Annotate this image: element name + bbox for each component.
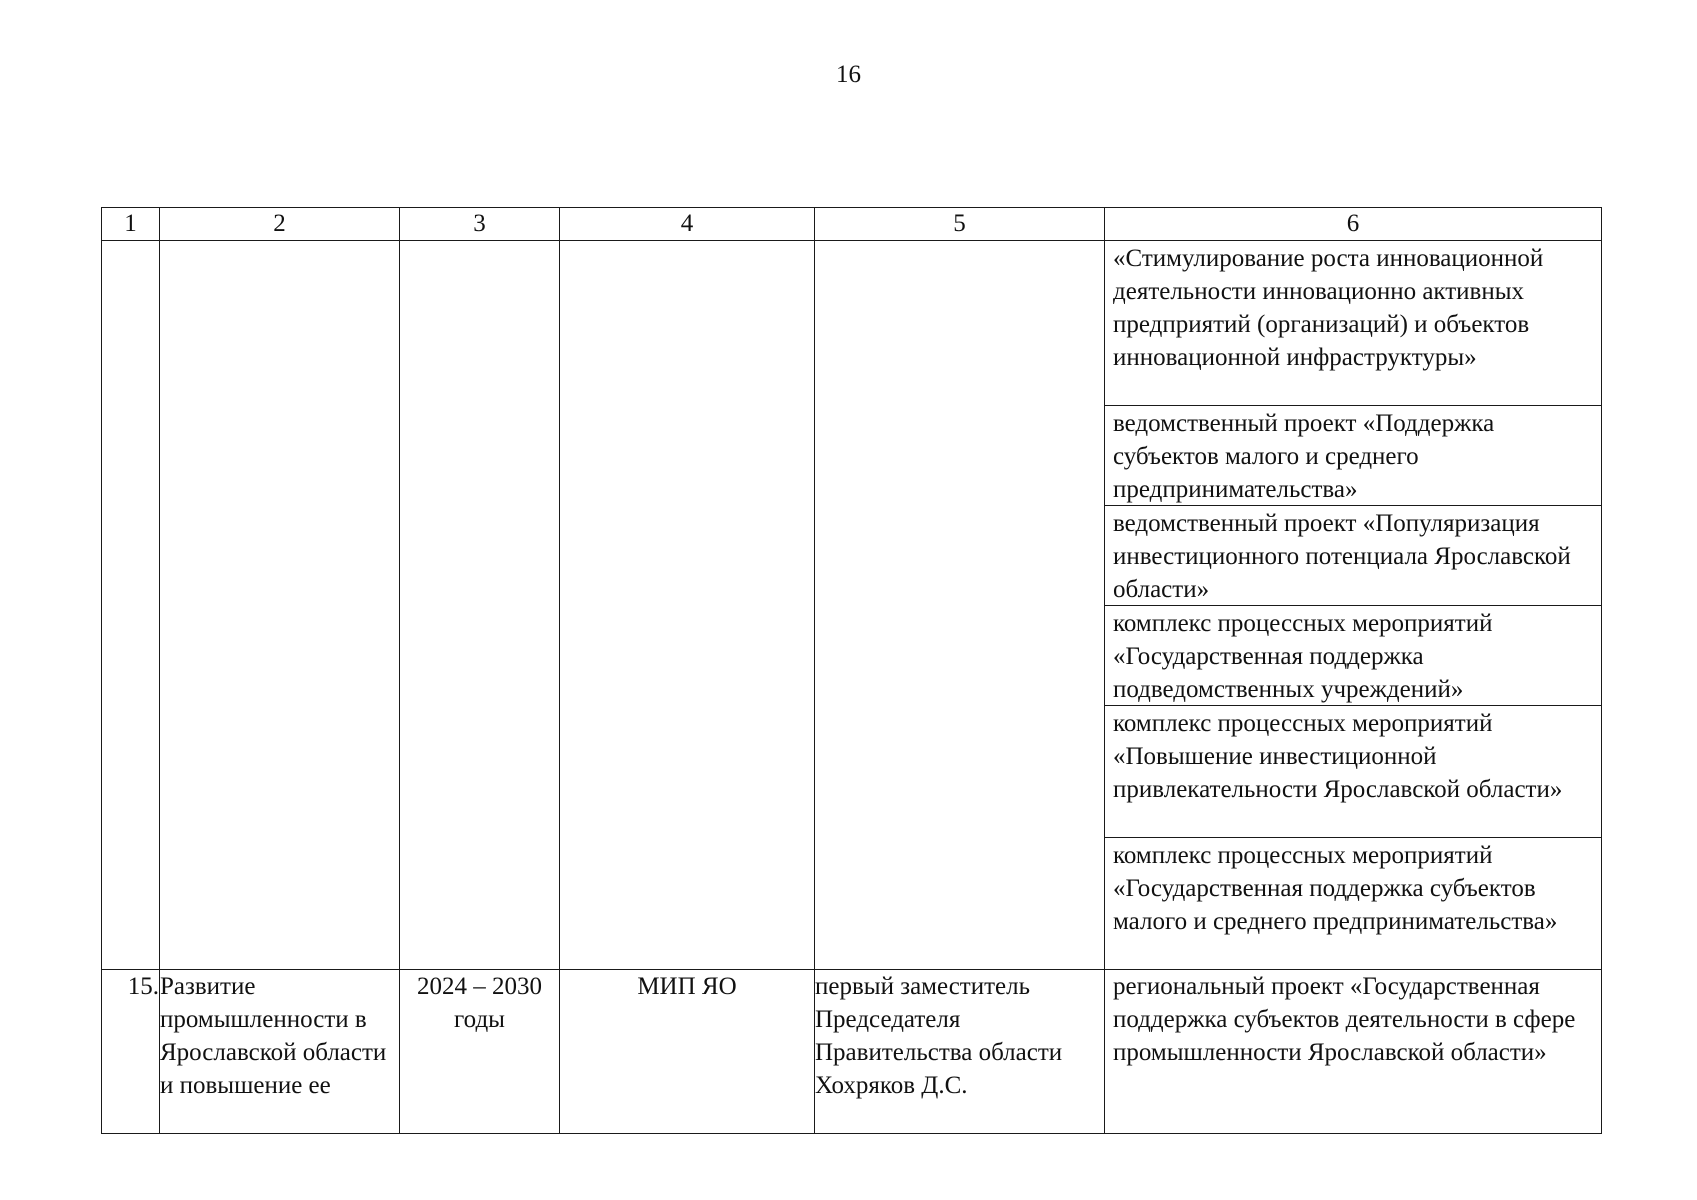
header-col-1: 1 [102,208,160,241]
projects-list-cell [1105,241,1602,970]
project-item: комплекс процессных мероприятий «Повышение инвестиционной привлекательности Ярославской области» [1105,706,1601,838]
program-executor: МИП ЯО [560,970,815,1134]
program-name: Развитие промышленности в Ярославской области и повышение ее [160,970,400,1134]
cell-empty-5 [815,241,1105,970]
page-number: 16 [836,61,861,88]
project-item: ведомственный проект «Популяризация инвестиционного потенциала Ярославской области» [1105,506,1601,606]
project-item: комплекс процессных мероприятий «Государственная поддержка подведомственных учреждений» [1105,606,1601,706]
header-col-6: 6 [1105,208,1602,241]
cell-empty-2 [160,241,400,970]
cell-empty-4 [560,241,815,970]
project-item: «Стимулирование роста инновационной деятельности инновационно активных предприятий (организаций) и объектов инновационной инфраструктуры» [1105,241,1601,406]
header-col-2: 2 [160,208,400,241]
cell-empty-1 [102,241,160,970]
cell-empty-3 [400,241,560,970]
project-item: ведомственный проект «Поддержка субъектов малого и среднего предпринимательства» [1105,406,1601,506]
program-curator: первый заместитель Председателя Правительства области Хохряков Д.С. [815,970,1105,1134]
program-table [101,207,1602,1134]
row-number: 15. [102,970,160,1134]
table-header-row [102,208,1602,241]
table-row-15 [102,970,1602,1134]
program-projects: региональный проект «Государственная поддержка субъектов деятельности в сфере промышленности Ярославской области» [1105,970,1602,1134]
program-period: 2024 – 2030 годы [400,970,560,1134]
project-item: комплекс процессных мероприятий «Государственная поддержка субъектов малого и среднего предпринимательства» [1113,842,1558,935]
table-row-continued [102,241,1602,970]
header-col-4: 4 [560,208,815,241]
header-col-3: 3 [400,208,560,241]
header-col-5: 5 [815,208,1105,241]
